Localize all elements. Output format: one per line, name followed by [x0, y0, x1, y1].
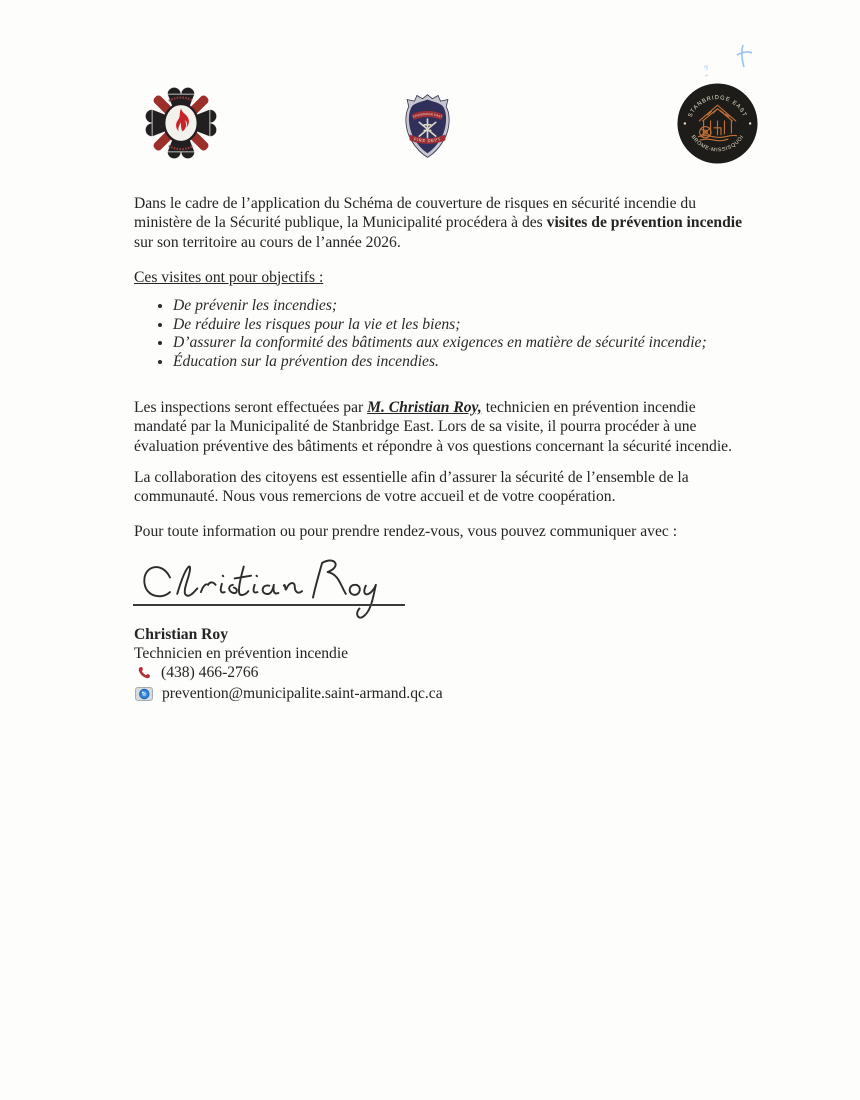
inspector-name-emphasis: M. Christian Roy, [367, 398, 482, 416]
objective-item: • Éducation sur la prévention des incendies. [173, 353, 707, 372]
objectives-list [134, 297, 707, 371]
round-badge-top-text: STANBRIDGE EAST [687, 95, 748, 119]
intro-line2: ministère de la Sécurité publique, la Municipalité procédera à des [134, 214, 547, 232]
objective-item: • D’assurer la conformité des bâtiments aux exigences en matière de sécurité incendie; [173, 334, 707, 353]
signature-handwriting [127, 552, 417, 634]
phone-row [136, 664, 258, 682]
phone-number: (438) 466-2766 [161, 664, 259, 681]
inspections-paragraph: Les inspections seront effectuées par M. Christian Roy, technicien en prévention incendie mandaté par la Municipalité de Stanbridge East. Lors de sa visite, il pourra procéder à une évaluation préventive des bâtiments et répondre à vos questions concernant la sécurité incendie. [134, 398, 732, 455]
phone-icon [136, 665, 152, 681]
objective-item: • De réduire les risques pour la vie et les biens; [173, 316, 707, 335]
contact-title: Technicien en prévention incendie [134, 645, 349, 662]
contact-intro-paragraph: Pour toute information ou pour prendre rendez-vous, vous pouvez communiquer avec : [134, 522, 678, 540]
stanbridge-east-round-logo [674, 80, 761, 167]
shield-top-banner-text: STANBRIDGE EAST [411, 112, 444, 120]
shield-ribbon-text: FIRE DEPT [413, 136, 442, 144]
email-row [135, 685, 443, 703]
intro-line3: sur son territoire au cours de l’année 2026. [134, 233, 401, 251]
right-dot [749, 122, 751, 124]
fire-dept-shield-logo [399, 89, 456, 163]
round-badge-bottom-text: BROME-MISSISQUOI [689, 134, 746, 154]
signature-line [133, 604, 405, 606]
objectives-heading: Ces visites ont pour objectifs : [134, 268, 324, 286]
left-dot [684, 122, 686, 124]
objective-item: • De prévenir les incendies; [173, 297, 707, 316]
fire-maltese-cross-logo [142, 85, 220, 161]
intro-line1: Dans le cadre de l’application du Schéma de couverture de risques en sécurité incendie du [134, 194, 697, 212]
collaboration-paragraph: La collaboration des citoyens est essentielle afin d’assurer la sécurité de l’ensemble de la communauté. Nous vous remercions de votre accueil et de votre coopération. [134, 468, 689, 506]
intro-paragraph [134, 194, 759, 253]
blue-pen-scribble [696, 40, 762, 86]
email-icon [135, 687, 153, 701]
contact-name: Christian Roy [134, 626, 229, 643]
email-address: prevention@municipalite.saint-armand.qc.ca [162, 685, 443, 702]
intro-bold-phrase: visites de prévention incendie [546, 214, 743, 232]
